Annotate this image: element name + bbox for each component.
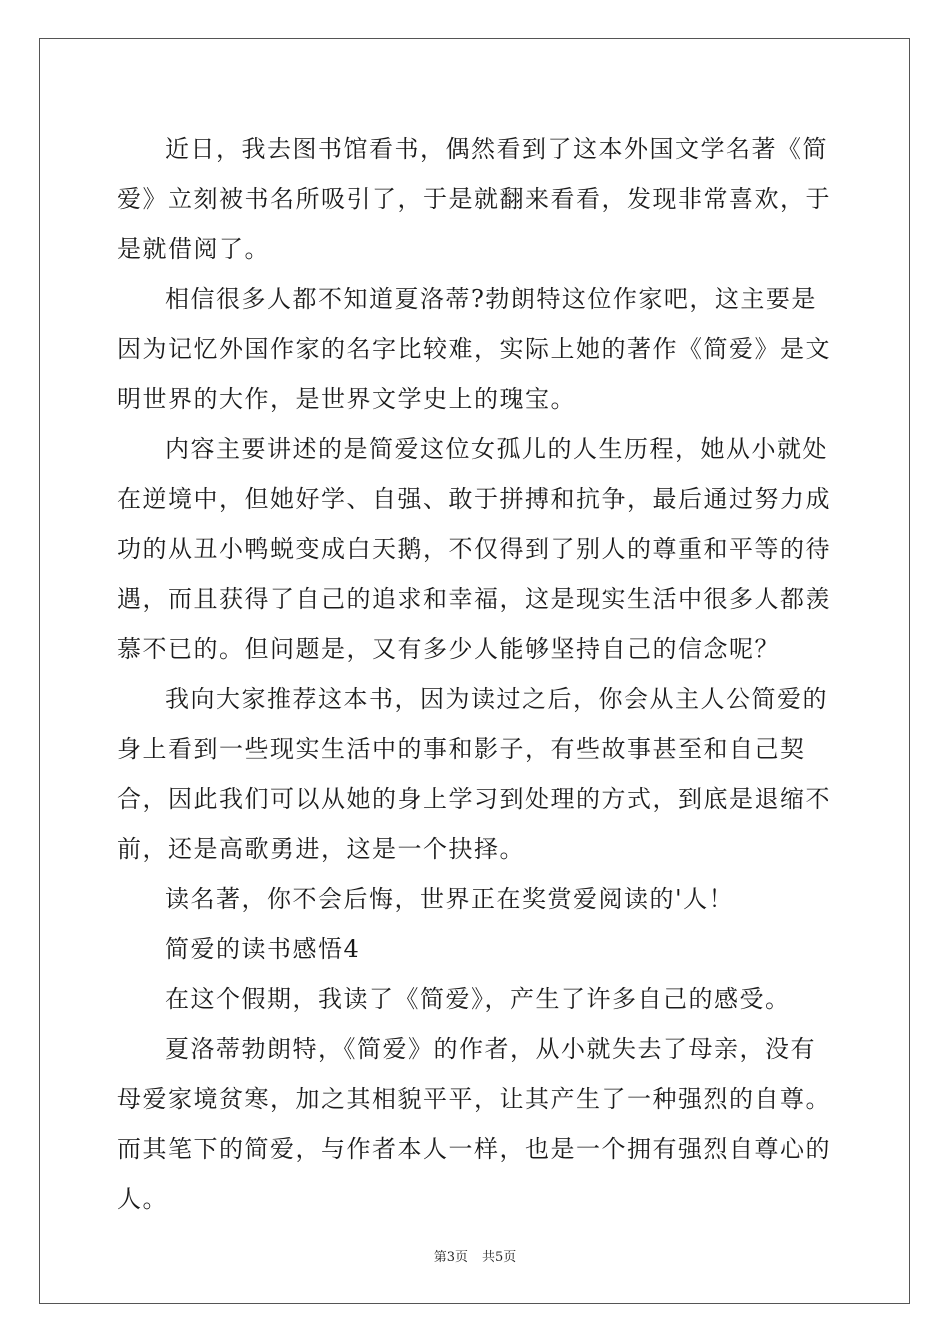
paragraph-4: 我向大家推荐这本书，因为读过之后，你会从主人公简爱的身上看到一些现实生活中的事和影子，有些故事甚至和自己契合，因此我们可以从她的身上学习到处理的方式，到底是退缩不前，还是高歌勇进，这是一个抉择。 <box>117 685 831 863</box>
page-footer <box>0 1246 950 1265</box>
paragraph-5: 读名著，你不会后悔，世界正在奖赏爱阅读的'人！ <box>165 885 735 913</box>
paragraph-3: 内容主要讲述的是简爱这位女孤儿的人生历程，她从小就处在逆境中，但她好学、自强、敢于拼搏和抗争，最后通过努力成功的从丑小鸭蜕变成白天鹅，不仅得到了别人的尊重和平等的待遇，而且获得了自己的追求和幸福，这是现实生活中很多人都羡慕不已的。但问题是，又有多少人能够坚持自己的信念呢？ <box>117 435 831 663</box>
page-number: 第3页 <box>433 1250 468 1265</box>
document-body <box>117 124 835 1224</box>
section-heading: 简爱的读书感悟4 <box>165 935 361 963</box>
paragraph-8: 夏洛蒂勃朗特，《简爱》的作者，从小就失去了母亲，没有母爱家境贫寒，加之其相貌平平，让其产生了一种强烈的自尊。而其笔下的简爱，与作者本人一样，也是一个拥有强烈自尊心的人。 <box>117 1035 831 1213</box>
paragraph-2: 相信很多人都不知道夏洛蒂?勃朗特这位作家吧，这主要是因为记忆外国作家的名字比较难，实际上她的著作《简爱》是文明世界的大作，是世界文学史上的瑰宝。 <box>117 285 831 413</box>
paragraph-1: 近日，我去图书馆看书，偶然看到了这本外国文学名著《简爱》立刻被书名所吸引了，于是就翻来看看，发现非常喜欢，于是就借阅了。 <box>117 135 831 263</box>
page-total: 共5页 <box>482 1250 517 1265</box>
paragraph-7: 在这个假期，我读了《简爱》，产生了许多自己的感受。 <box>165 985 791 1013</box>
